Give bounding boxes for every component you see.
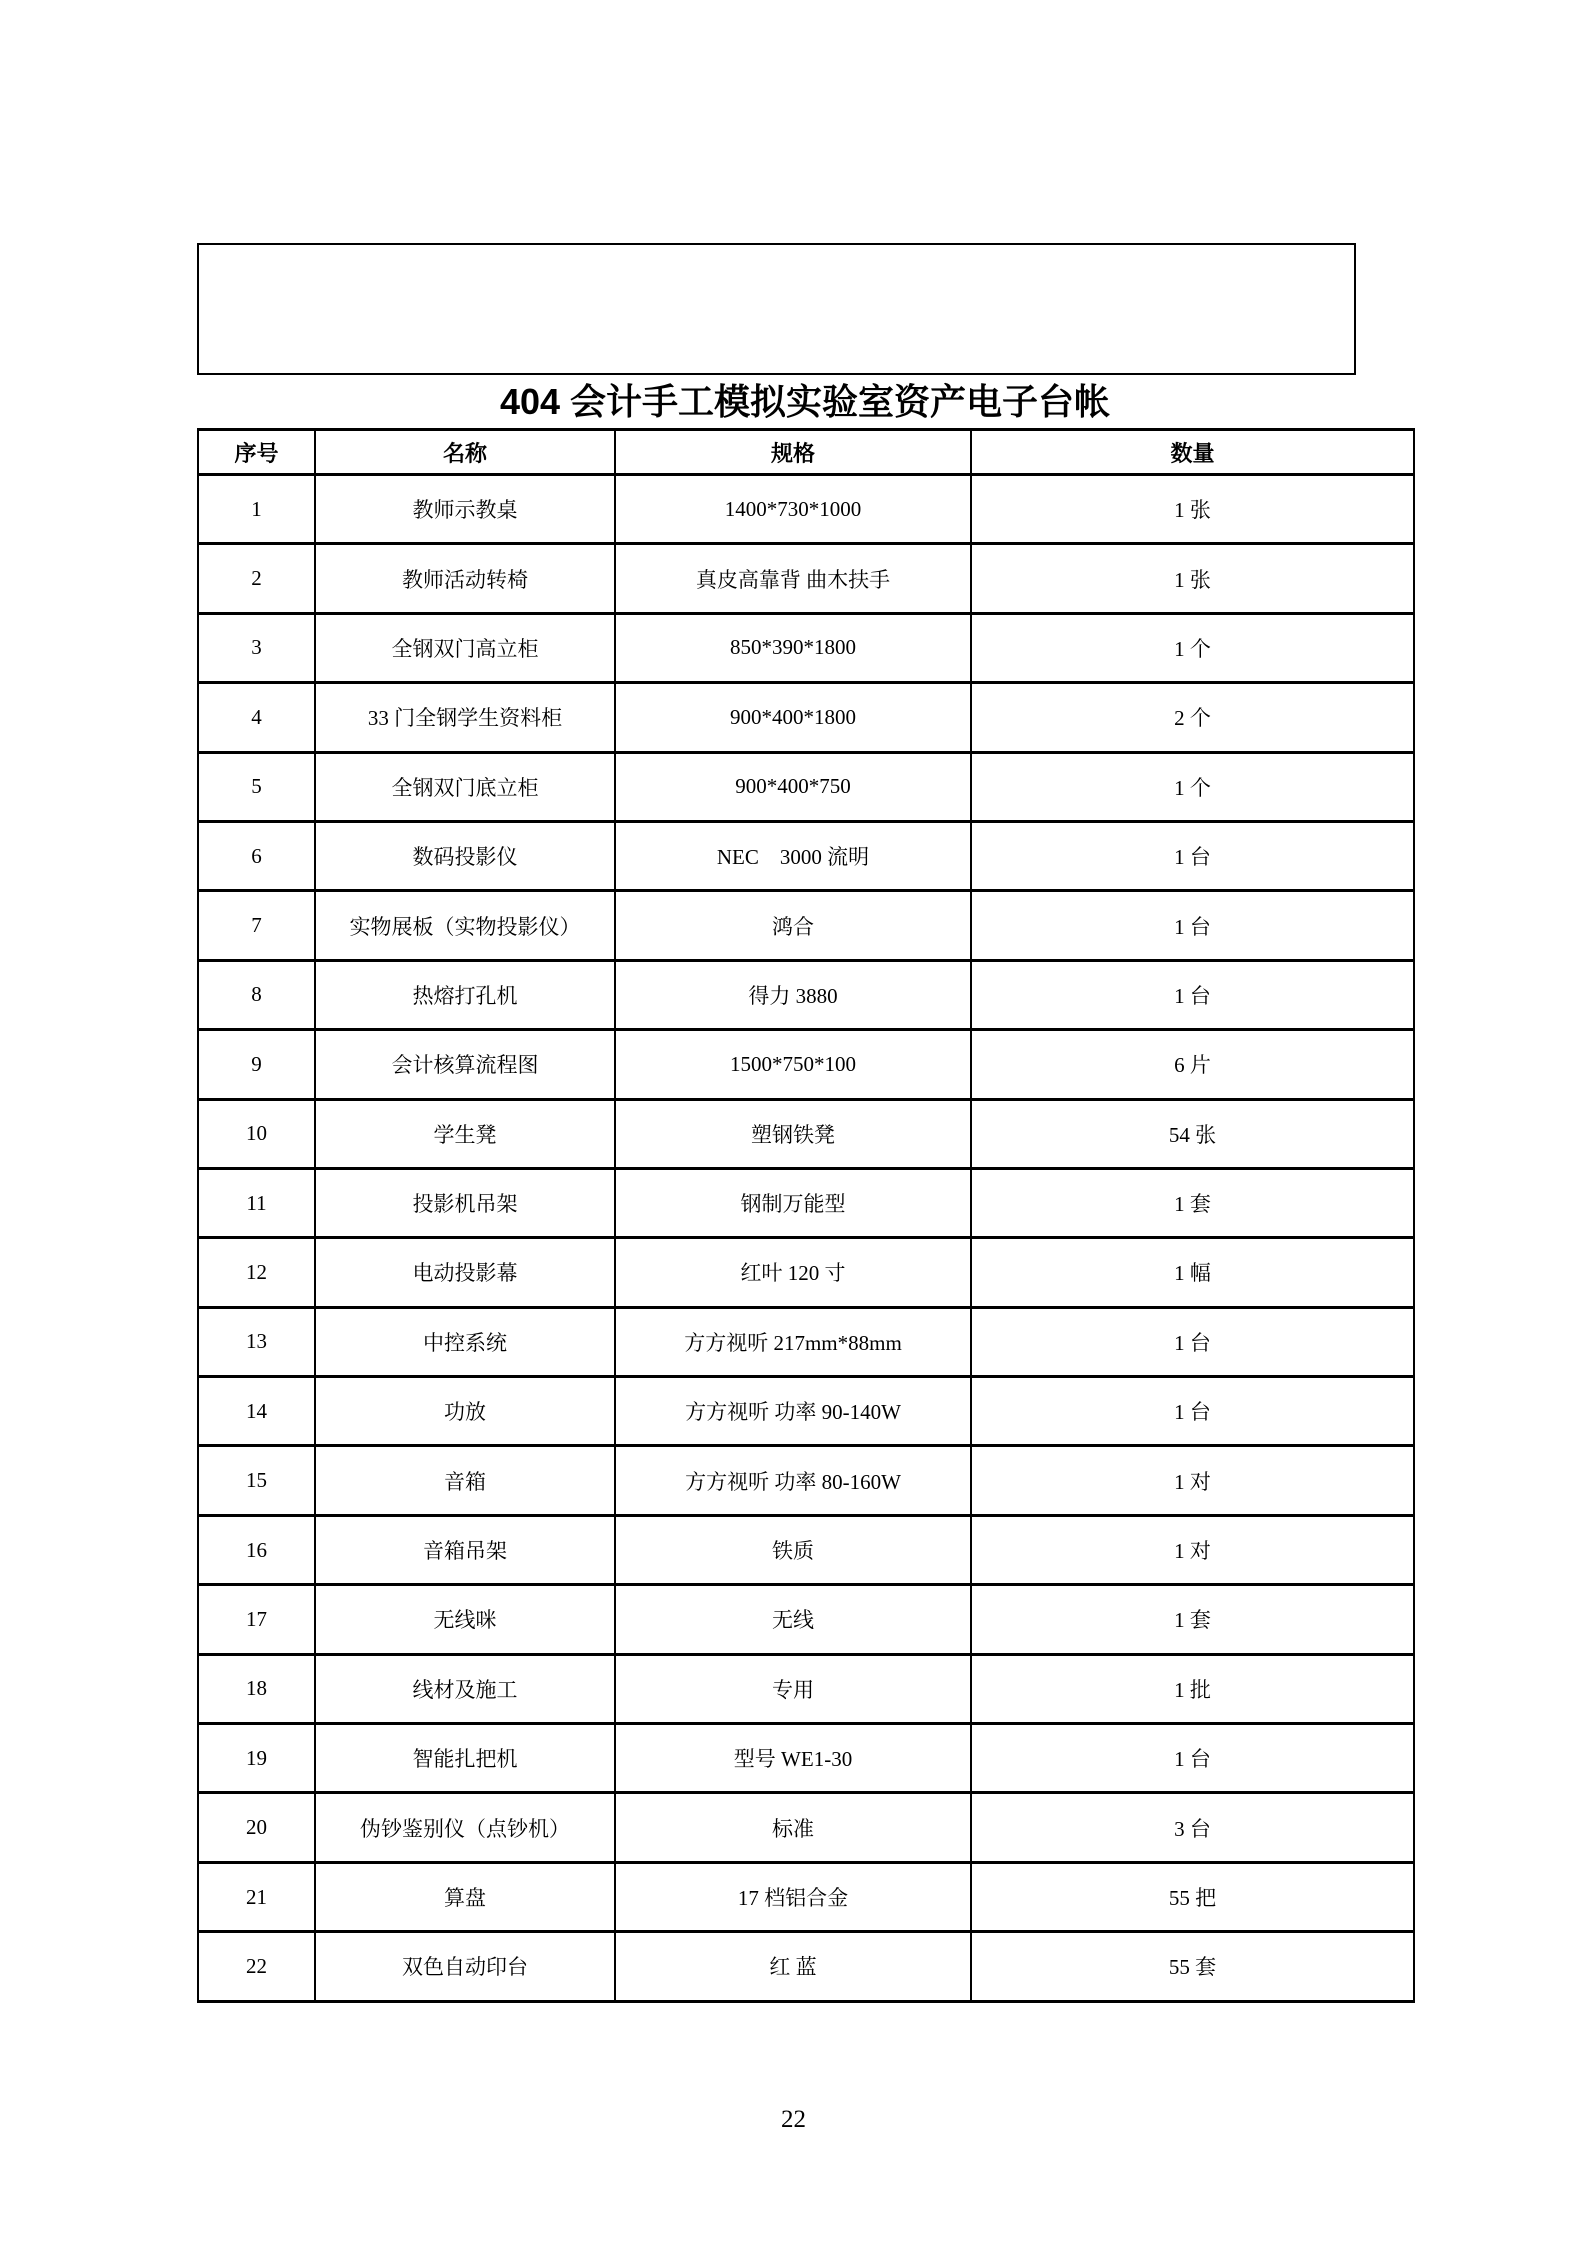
cell-no: 10 (198, 1099, 315, 1168)
cell-name: 33 门全钢学生资料柜 (315, 683, 615, 752)
cell-name: 教师示教桌 (315, 475, 615, 544)
cell-spec: 方方视听 217mm*88mm (615, 1307, 971, 1376)
cell-spec: 红叶 120 寸 (615, 1238, 971, 1307)
cell-name: 功放 (315, 1377, 615, 1446)
cell-qty: 1 台 (971, 1307, 1414, 1376)
table-row (198, 1585, 1414, 1654)
cell-spec: 真皮高靠背 曲木扶手 (615, 544, 971, 613)
table-row (198, 1099, 1414, 1168)
cell-no: 12 (198, 1238, 315, 1307)
cell-qty: 2 个 (971, 683, 1414, 752)
cell-no: 18 (198, 1654, 315, 1723)
cell-name: 实物展板（实物投影仪） (315, 891, 615, 960)
cell-spec: 900*400*1800 (615, 683, 971, 752)
cell-spec: 1400*730*1000 (615, 475, 971, 544)
cell-name: 智能扎把机 (315, 1724, 615, 1793)
cell-spec: 鸿合 (615, 891, 971, 960)
cell-no: 2 (198, 544, 315, 613)
table-row (198, 1862, 1414, 1931)
table-row (198, 613, 1414, 682)
cell-name: 会计核算流程图 (315, 1030, 615, 1099)
table-row (198, 1515, 1414, 1584)
cell-name: 全钢双门底立柜 (315, 752, 615, 821)
cell-no: 8 (198, 960, 315, 1029)
cell-spec: 17 档铝合金 (615, 1862, 971, 1931)
table-row (198, 1724, 1414, 1793)
empty-header-box (197, 243, 1356, 375)
table-row (198, 1932, 1414, 2001)
cell-qty: 1 台 (971, 1724, 1414, 1793)
cell-name: 热熔打孔机 (315, 960, 615, 1029)
cell-no: 1 (198, 475, 315, 544)
cell-name: 电动投影幕 (315, 1238, 615, 1307)
table-row (198, 1654, 1414, 1723)
cell-no: 6 (198, 821, 315, 890)
cell-spec: 铁质 (615, 1515, 971, 1584)
cell-spec: 900*400*750 (615, 752, 971, 821)
cell-no: 3 (198, 613, 315, 682)
cell-spec: 850*390*1800 (615, 613, 971, 682)
cell-name: 中控系统 (315, 1307, 615, 1376)
cell-qty: 1 批 (971, 1654, 1414, 1723)
cell-qty: 54 张 (971, 1099, 1414, 1168)
cell-no: 21 (198, 1862, 315, 1931)
col-header-name: 名称 (315, 430, 615, 475)
cell-name: 伪钞鉴别仪（点钞机） (315, 1793, 615, 1862)
table-row (198, 1377, 1414, 1446)
asset-table-body (198, 475, 1414, 2002)
cell-qty: 55 套 (971, 1932, 1414, 2001)
cell-no: 16 (198, 1515, 315, 1584)
table-row (198, 1793, 1414, 1862)
cell-name: 双色自动印台 (315, 1932, 615, 2001)
cell-no: 22 (198, 1932, 315, 2001)
asset-table-header (198, 430, 1414, 475)
cell-name: 无线咪 (315, 1585, 615, 1654)
cell-qty: 1 台 (971, 960, 1414, 1029)
page-title: 404 会计手工模拟实验室资产电子台帐 (499, 381, 1111, 422)
cell-spec: 型号 WE1-30 (615, 1724, 971, 1793)
header-row (198, 430, 1414, 475)
table-row (198, 1446, 1414, 1515)
cell-spec: 无线 (615, 1585, 971, 1654)
cell-qty: 1 套 (971, 1168, 1414, 1237)
cell-name: 学生凳 (315, 1099, 615, 1168)
table-row (198, 891, 1414, 960)
table-row (198, 1238, 1414, 1307)
cell-qty: 1 幅 (971, 1238, 1414, 1307)
cell-qty: 1 台 (971, 821, 1414, 890)
cell-qty: 55 把 (971, 1862, 1414, 1931)
cell-name: 教师活动转椅 (315, 544, 615, 613)
cell-no: 9 (198, 1030, 315, 1099)
cell-spec: 塑钢铁凳 (615, 1099, 971, 1168)
table-row (198, 683, 1414, 752)
table-row (198, 1030, 1414, 1099)
table-row (198, 821, 1414, 890)
cell-no: 20 (198, 1793, 315, 1862)
cell-spec: 专用 (615, 1654, 971, 1723)
cell-qty: 3 台 (971, 1793, 1414, 1862)
col-header-qty: 数量 (971, 430, 1414, 475)
cell-no: 11 (198, 1168, 315, 1237)
cell-qty: 1 张 (971, 475, 1414, 544)
cell-qty: 1 台 (971, 891, 1414, 960)
cell-qty: 1 张 (971, 544, 1414, 613)
cell-qty: 1 对 (971, 1515, 1414, 1584)
table-row (198, 960, 1414, 1029)
cell-spec: 钢制万能型 (615, 1168, 971, 1237)
cell-spec: 红 蓝 (615, 1932, 971, 2001)
cell-name: 投影机吊架 (315, 1168, 615, 1237)
cell-no: 19 (198, 1724, 315, 1793)
cell-name: 线材及施工 (315, 1654, 615, 1723)
cell-name: 音箱 (315, 1446, 615, 1515)
col-header-no: 序号 (198, 430, 315, 475)
cell-spec: 方方视听 功率 80-160W (615, 1446, 971, 1515)
cell-no: 7 (198, 891, 315, 960)
table-row (198, 1168, 1414, 1237)
cell-spec: 得力 3880 (615, 960, 971, 1029)
table-row (198, 475, 1414, 544)
table-row (198, 1307, 1414, 1376)
cell-no: 5 (198, 752, 315, 821)
cell-qty: 1 台 (971, 1377, 1414, 1446)
asset-table (197, 428, 1415, 2003)
cell-no: 15 (198, 1446, 315, 1515)
cell-qty: 1 个 (971, 613, 1414, 682)
cell-spec: 标准 (615, 1793, 971, 1862)
cell-no: 13 (198, 1307, 315, 1376)
cell-spec: 方方视听 功率 90-140W (615, 1377, 971, 1446)
cell-spec: NEC 3000 流明 (615, 821, 971, 890)
cell-qty: 1 个 (971, 752, 1414, 821)
table-row (198, 752, 1414, 821)
table-row (198, 544, 1414, 613)
cell-no: 4 (198, 683, 315, 752)
cell-name: 全钢双门高立柜 (315, 613, 615, 682)
cell-qty: 6 片 (971, 1030, 1414, 1099)
col-header-spec: 规格 (615, 430, 971, 475)
cell-name: 数码投影仪 (315, 821, 615, 890)
cell-no: 17 (198, 1585, 315, 1654)
cell-qty: 1 对 (971, 1446, 1414, 1515)
cell-qty: 1 套 (971, 1585, 1414, 1654)
cell-spec: 1500*750*100 (615, 1030, 971, 1099)
cell-no: 14 (198, 1377, 315, 1446)
cell-name: 算盘 (315, 1862, 615, 1931)
cell-name: 音箱吊架 (315, 1515, 615, 1584)
page-number: 22 (781, 2106, 806, 2133)
